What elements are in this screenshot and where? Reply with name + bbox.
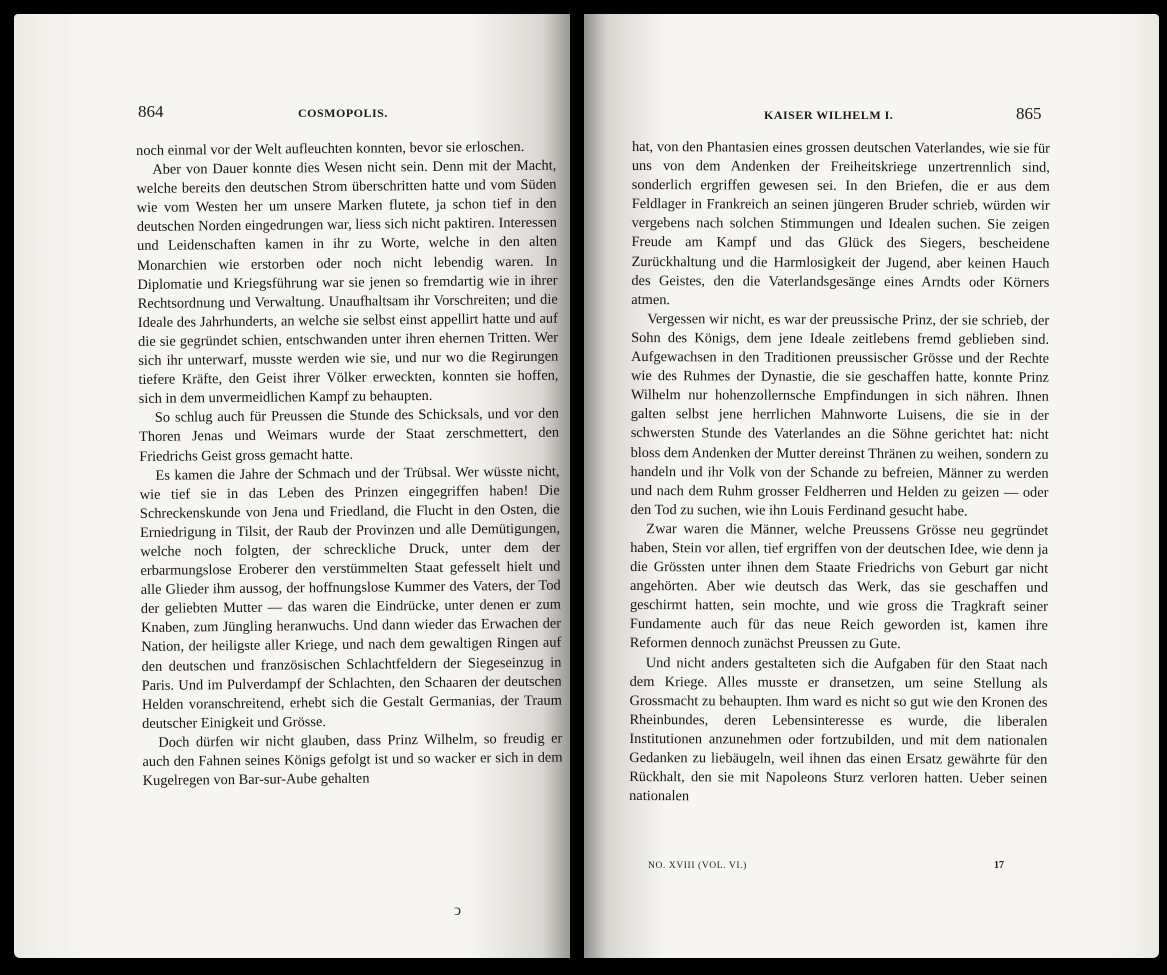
right-page-number: 865	[1016, 104, 1042, 123]
paragraph: hat, von den Phantasien eines grossen deutschen Vaterlandes, wie sie für uns von dem Andenken der Freiheitskriege unzertrennlich sind, sonderlich ergriffen gewesen sei. In den Briefen, die er aus dem Feldlager in Frankreich an seinen jüngeren Bruder schrieb, würden wir vergebens nach solchen Stimmungen und Idealen suchen. Sie zeigen Freude am Kampf und das Glück des Siegers, bescheidene Zurückhaltung und die Harmlosigkeit der Jugend, aber keinen Hauch des Geistes, den die Vaterlandsgesänge eines Arndts oder Körners atmen.	[631, 139, 1050, 308]
paragraph: Vergessen wir nicht, es war der preussische Prinz, der sie schrieb, der Sohn des Königs, dem jene Ideale zeitlebens fremd geblieben sind. Aufgewachsen in den Traditionen preussischer Grösse und der Rechte wie des Ruhmes der Dynastie, die sie geschaffen hatte, konnte Prinz Wilhelm nur hohenzollernsche Empfindungen in sich nähren. Ihnen galten selbst jene herrlichen Mahnworte Luisens, die sie in der schwersten Stunde des Vaterlandes an die Söhne gerichtet hat: nicht bloss dem Andenken der Mutter dereinst Thränen zu weihen, sondern zu handeln und ihr Volk von der Schande zu befreien, Männer zu werden und nach dem Ruhm grosser Feldherren und Helden zu geizen — oder den Tod zu suchen, wie ihn Louis Ferdinand gesucht habe.	[630, 310, 1050, 520]
paragraph: Es kamen die Jahre der Schmach und der Trübsal. Wer wüsste nicht, wie tief sie in das Leben des Prinzen eingegriffen haben! Die Schreckenskunde von Jena und Friedland, die Flucht in den Osten, die Erniedrigung in Tilsit, der Raub der Provinzen und alle Demütigungen, welche noch folgten, der schreckliche Druck, unter dem der erbarmungslose Eroberer den verstümmelten Staat gefesselt hielt und alle Glieder ihm aussog, der hoffnungslose Kummer des Vaters, der Tod der geliebten Mutter — das waren die Eindrücke, unter denen er zum Knaben, zum Jüngling heranwuchs. Und dann wieder das Erwachen der Nation, der heiligste aller Kriege, und nach dem gewaltigen Ringen auf den deutschen und französischen Schlachtfeldern der Siegeseinzug in Paris. Und im Pulverdampf der Schlachten, den Schaaren der deutschen Helden voranschreitend, erhebt sich die Gestalt Germanias, der Traum deutscher Einigkeit und Grösse.	[139, 463, 562, 732]
sheet-number: 17	[994, 860, 1004, 871]
paragraph: Zwar waren die Männer, welche Preussens Grösse neu gegründet haben, Stein vor allen, tief ergriffen von der deutschen Idee, wie denn ja die Grössten unter ihnen dem Staate Friedrichs von Geburt gar nicht angehörten. Aber wie deutsch das Werk, das sie geschaffen und geschirmt hatten, sein mochte, und wie gross die Tragkraft seiner Fundamente auch für das neue Reich geworden ist, kamen ihre Reformen dennoch zunächst Preussen zu Gute.	[629, 520, 1049, 653]
left-page-number: 864	[138, 102, 164, 121]
ink-mark: ↄ	[454, 902, 462, 919]
right-page	[584, 14, 1159, 958]
left-running-head: COSMOPOLIS.	[298, 106, 388, 120]
left-page-body	[136, 138, 563, 792]
paragraph: Und nicht anders gestalteten sich die Aufgaben für den Staat nach dem Kriege. Alles musste er dransetzen, um seine Stellung als Grossmacht zu behaupten. Ihm ward es nicht so gut wie den Kronen des Rheinbundes, deren Lebensinteresse es wurde, die liberalen Institutionen anzunehmen oder fortzubilden, und mit dem nationalen Gedanken zu liebäugeln, weil ihnen das einen Ersatz gewährte für den Rückhalt, den sie mit Napoleons Sturz verloren hatten. Ueber seinen nationalen	[629, 654, 1048, 805]
book-gutter	[570, 0, 584, 975]
left-page	[14, 14, 570, 958]
paragraph: Aber von Dauer konnte dies Wesen nicht sein. Denn mit der Macht, welche bereits den deutschen Strom überschritten hatte und vom Süden wie vom Westen her um unsere Marken flutete, ja schon tief in den deutschen Norden eingedrungen war, liess sich nicht paktiren. Interessen und Leidenschaften kamen in ihr zu Worte, welche in den alten Monarchien wie erstorben oder noch nicht lebendig waren. In Diplomatie und Kriegsführung war sie jenen so fremdartig wie in ihrer Rechtsordnung und Verwaltung. Unaufhaltsam ihr Vorschreiten; und die Ideale des Jahrhunderts, an welche sie selbst einst appellirt hatte und auf die sie gegründet schien, entschwanden unter ihren ehernen Tritten. Wer sich ihr unterwarf, musste werden wie sie, und nur wo die Regirungen tiefere Kräfte, den Geist ihrer Völker erweckten, konnten sie hoffen, sich in dem unvermeidlichen Kampf zu behaupten.	[136, 157, 559, 408]
paragraph: noch einmal vor der Welt aufleuchten konnten, bevor sie erloschen.	[136, 138, 525, 159]
right-page-body	[629, 138, 1050, 808]
right-running-head: KAISER WILHELM I.	[764, 108, 894, 122]
paragraph: So schlug auch für Preussen die Stunde des Schicksals, und vor den Thoren Jenas und Weimars wurde der Staat zerschmettert, den Friedrichs Geist gross gemacht hatte.	[139, 405, 560, 465]
sheet-signature: NO. XVIII (VOL. VI.)	[648, 861, 747, 871]
paragraph: Doch dürfen wir nicht glauben, dass Prinz Wilhelm, so freudig er auch den Fahnen seines Königs gefolgt ist und so wacker er sich in dem Kugelregen von Bar-sur-Aube gehalten	[142, 730, 563, 790]
